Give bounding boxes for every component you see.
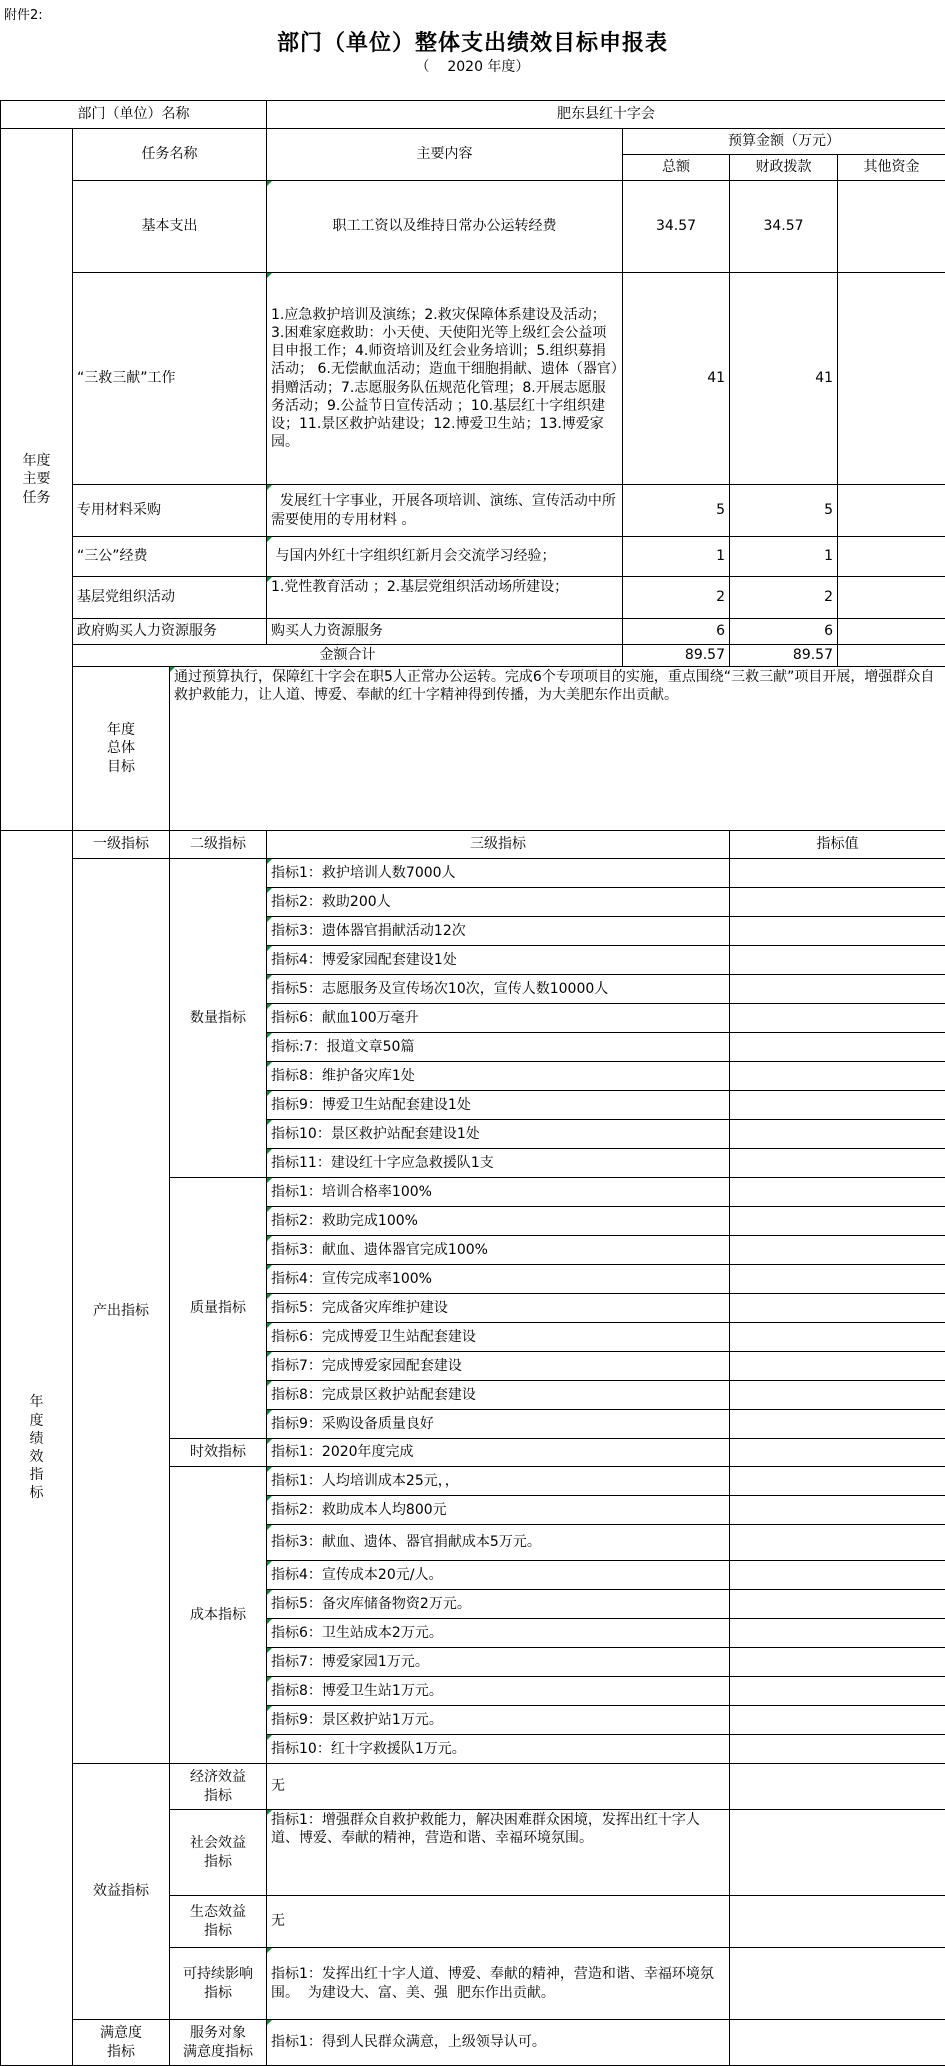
sum-total: 89.57 bbox=[623, 645, 730, 667]
quantity-indicator: 指标6：献血100万毫升 bbox=[267, 1004, 730, 1033]
sum-row bbox=[1, 645, 945, 667]
economic-indicator-label: 经济效益 指标 bbox=[170, 1764, 267, 1810]
performance-form-table bbox=[0, 100, 945, 2066]
task-row bbox=[1, 619, 945, 645]
indicator-value bbox=[730, 888, 945, 917]
task-total: 1 bbox=[623, 537, 730, 577]
task-row bbox=[1, 577, 945, 619]
task-name: 基本支出 bbox=[73, 181, 267, 273]
output-indicator-label: 产出指标 bbox=[73, 859, 170, 1764]
quantity-indicator: 指标8：维护备灾库1处 bbox=[267, 1062, 730, 1091]
col-level2: 二级指标 bbox=[170, 831, 267, 859]
sustainable-indicator-label: 可持续影响 指标 bbox=[170, 1948, 267, 2020]
indicator-value bbox=[730, 2020, 945, 2066]
quality-indicator: 指标7：完成博爱家园配套建设 bbox=[267, 1352, 730, 1381]
task-other bbox=[838, 577, 945, 619]
ecological-indicator: 无 bbox=[267, 1896, 730, 1948]
task-other bbox=[838, 537, 945, 577]
task-row bbox=[1, 485, 945, 537]
timeliness-indicator-label: 时效指标 bbox=[170, 1439, 267, 1467]
indicator-value bbox=[730, 1120, 945, 1149]
tasks-section-label: 年度 主要 任务 bbox=[1, 129, 73, 831]
task-other bbox=[838, 485, 945, 537]
cost-indicator: 指标5：备灾库储备物资2万元。 bbox=[267, 1590, 730, 1619]
task-content: 发展红十字事业，开展各项培训、演练、宣传活动中所需要使用的专用材料 。 bbox=[267, 485, 623, 537]
quality-indicator: 指标1：培训合格率100% bbox=[267, 1178, 730, 1207]
benefit-indicator-label: 效益指标 bbox=[73, 1764, 170, 2020]
cost-indicator: 指标10：红十字救援队1万元。 bbox=[267, 1735, 730, 1764]
social-indicator: 指标1：增强群众自救护救能力，解决困难群众困境，发挥出红十字人道、博爱、奉献的精神，营造和谐、幸福环境氛围。 bbox=[267, 1810, 730, 1896]
indicator-value bbox=[730, 1410, 945, 1439]
indicator-value bbox=[730, 946, 945, 975]
indicator-value bbox=[730, 1896, 945, 1948]
quantity-indicator: 指标1：救护培训人数7000人 bbox=[267, 859, 730, 888]
task-total: 6 bbox=[623, 619, 730, 645]
col-total: 总额 bbox=[623, 155, 730, 181]
satisfaction-indicator-label: 满意度 指标 bbox=[73, 2020, 170, 2066]
col-fiscal: 财政拨款 bbox=[730, 155, 838, 181]
indicator-value bbox=[730, 1525, 945, 1561]
task-content: 职工工资以及维持日常办公运转经费 bbox=[267, 181, 623, 273]
task-fiscal: 41 bbox=[730, 273, 838, 485]
col-main-content: 主要内容 bbox=[267, 129, 623, 181]
task-fiscal: 6 bbox=[730, 619, 838, 645]
indicator-value bbox=[730, 1062, 945, 1091]
quantity-indicator: 指标5：志愿服务及宣传场次10次，宣传人数10000人 bbox=[267, 975, 730, 1004]
col-indicator-value: 指标值 bbox=[730, 831, 945, 859]
task-total: 5 bbox=[623, 485, 730, 537]
task-fiscal: 2 bbox=[730, 577, 838, 619]
quality-indicator: 指标4：宣传完成率100% bbox=[267, 1265, 730, 1294]
sum-label: 金额合计 bbox=[73, 645, 623, 667]
cost-indicator: 指标7：博爱家园1万元。 bbox=[267, 1648, 730, 1677]
indicator-value bbox=[730, 1735, 945, 1764]
indicator-value bbox=[730, 1648, 945, 1677]
unit-name-value: 肥东县红十字会 bbox=[267, 101, 945, 129]
year-label: （ 2020 年度） bbox=[415, 59, 530, 75]
indicator-value bbox=[730, 1677, 945, 1706]
task-name: “三公”经费 bbox=[73, 537, 267, 577]
indicator-value bbox=[730, 1381, 945, 1410]
task-content: 与国内外红十字组织红新月会交流学习经验； bbox=[267, 537, 623, 577]
task-row bbox=[1, 273, 945, 485]
cost-indicator: 指标4：宣传成本20元/人。 bbox=[267, 1561, 730, 1590]
quantity-indicator: 指标3：遗体器官捐献活动12次 bbox=[267, 917, 730, 946]
col-level3: 三级指标 bbox=[267, 831, 730, 859]
task-name: 政府购买人力资源服务 bbox=[73, 619, 267, 645]
indicator-value bbox=[730, 1236, 945, 1265]
quantity-indicator: 指标2：救助200人 bbox=[267, 888, 730, 917]
indicator-value bbox=[730, 1764, 945, 1810]
sustainable-indicator: 指标1：发挥出红十字人道、博爱、奉献的精神，营造和谐、幸福环境氛围。 为建设大、富、美、强 肥东作出贡献。 bbox=[267, 1948, 730, 2020]
indicator-value bbox=[730, 1706, 945, 1735]
quantity-indicator: 指标4：博爱家园配套建设1处 bbox=[267, 946, 730, 975]
goal-text: 通过预算执行，保障红十字会在职5人正常办公运转。完成6个专项项目的实施，重点围绕“三救三献”项目开展，增强群众自救护救能力，让人道、博爱、奉献的红十字精神得到传播，为大美肥东作出贡献。 bbox=[170, 667, 945, 831]
sum-fiscal: 89.57 bbox=[730, 645, 838, 667]
task-fiscal: 1 bbox=[730, 537, 838, 577]
indicator-value bbox=[730, 1149, 945, 1178]
indicator-value bbox=[730, 1948, 945, 2020]
indicator-value bbox=[730, 1265, 945, 1294]
cost-indicator: 指标2：救助成本人均800元 bbox=[267, 1496, 730, 1525]
col-level1: 一级指标 bbox=[73, 831, 170, 859]
indicator-value bbox=[730, 975, 945, 1004]
indicator-value bbox=[730, 1590, 945, 1619]
cost-indicator: 指标9：景区救护站1万元。 bbox=[267, 1706, 730, 1735]
indicator-value bbox=[730, 917, 945, 946]
cost-indicator: 指标6：卫生站成本2万元。 bbox=[267, 1619, 730, 1648]
indicator-value bbox=[730, 1207, 945, 1236]
indicator-value bbox=[730, 1352, 945, 1381]
economic-indicator: 无 bbox=[267, 1764, 730, 1810]
col-other: 其他资金 bbox=[838, 155, 945, 181]
unit-name-label: 部门（单位）名称 bbox=[1, 101, 267, 129]
task-content: 1.应急救护培训及演练；2.救灾保障体系建设及活动；3.困难家庭救助：小天使、天使阳光等上级红会公益项目申报工作；4.师资培训及红会业务培训；5.组织募捐活动； 6.无偿献血活动；造血干细胞捐献、遗体（器官）捐赠活动；7.志愿服务队伍规范化管理；8.开展志愿服务活动；9.公益节日宣传活动 ；10.基层红十字组织建设；11.景区救护站建设；12.博爱卫生站；13.博爱家园。 bbox=[267, 273, 623, 485]
attachment-label: 附件2: bbox=[4, 8, 43, 23]
task-other bbox=[838, 619, 945, 645]
quality-indicator: 指标6：完成博爱卫生站配套建设 bbox=[267, 1323, 730, 1352]
col-task-name: 任务名称 bbox=[73, 129, 267, 181]
task-name: “三救三献”工作 bbox=[73, 273, 267, 485]
service-satisfaction-label: 服务对象 满意度指标 bbox=[170, 2020, 267, 2066]
quantity-indicator: 指标9：博爱卫生站配套建设1处 bbox=[267, 1091, 730, 1120]
sum-other bbox=[838, 645, 945, 667]
quality-indicator-label: 质量指标 bbox=[170, 1178, 267, 1439]
task-total: 41 bbox=[623, 273, 730, 485]
indicator-value bbox=[730, 1004, 945, 1033]
indicator-value bbox=[730, 1033, 945, 1062]
indicator-value bbox=[730, 1496, 945, 1525]
task-content: 1.党性教育活动 ；2.基层党组织活动场所建设； bbox=[267, 577, 623, 619]
task-name: 专用材料采购 bbox=[73, 485, 267, 537]
task-content: 购买人力资源服务 bbox=[267, 619, 623, 645]
quality-indicator: 指标8：完成景区救护站配套建设 bbox=[267, 1381, 730, 1410]
task-other bbox=[838, 273, 945, 485]
task-other bbox=[838, 181, 945, 273]
indicator-value bbox=[730, 1091, 945, 1120]
cost-indicator: 指标3：献血、遗体、器官捐献成本5万元。 bbox=[267, 1525, 730, 1561]
goal-section-label: 年度 总体 目标 bbox=[73, 667, 170, 831]
indicator-value bbox=[730, 1561, 945, 1590]
cost-indicator-label: 成本指标 bbox=[170, 1467, 267, 1764]
indicator-value bbox=[730, 859, 945, 888]
task-total: 2 bbox=[623, 577, 730, 619]
indicator-value bbox=[730, 1810, 945, 1896]
indicator-value bbox=[730, 1323, 945, 1352]
task-row bbox=[1, 537, 945, 577]
service-satisfaction-indicator: 指标1：得到人民群众满意，上级领导认可。 bbox=[267, 2020, 730, 2066]
task-total: 34.57 bbox=[623, 181, 730, 273]
page-title: 部门（单位）整体支出绩效目标申报表 bbox=[276, 31, 668, 56]
quality-indicator: 指标9：采购设备质量良好 bbox=[267, 1410, 730, 1439]
quality-indicator: 指标2：救助完成100% bbox=[267, 1207, 730, 1236]
col-budget: 预算金额（万元） bbox=[623, 129, 945, 155]
indicator-value bbox=[730, 1467, 945, 1496]
quality-indicator: 指标3：献血、遗体器官完成100% bbox=[267, 1236, 730, 1265]
quantity-indicator: 指标11：建设红十字应急救援队1支 bbox=[267, 1149, 730, 1178]
quality-indicator: 指标5：完成备灾库维护建设 bbox=[267, 1294, 730, 1323]
cost-indicator: 指标8：博爱卫生站1万元。 bbox=[267, 1677, 730, 1706]
indicator-value bbox=[730, 1439, 945, 1467]
quantity-indicator: 指标:7：报道文章50篇 bbox=[267, 1033, 730, 1062]
task-row bbox=[1, 181, 945, 273]
indicator-value bbox=[730, 1178, 945, 1207]
indicator-value bbox=[730, 1294, 945, 1323]
social-indicator-label: 社会效益 指标 bbox=[170, 1810, 267, 1896]
quantity-indicator-label: 数量指标 bbox=[170, 859, 267, 1178]
ecological-indicator-label: 生态效益 指标 bbox=[170, 1896, 267, 1948]
indicator-value bbox=[730, 1619, 945, 1648]
task-fiscal: 5 bbox=[730, 485, 838, 537]
task-name: 基层党组织活动 bbox=[73, 577, 267, 619]
cost-indicator: 指标1：人均培训成本25元，， bbox=[267, 1467, 730, 1496]
task-fiscal: 34.57 bbox=[730, 181, 838, 273]
quantity-indicator: 指标10：景区救护站配套建设1处 bbox=[267, 1120, 730, 1149]
indicators-section-label: 年 度 绩 效 指 标 bbox=[1, 831, 73, 2066]
timeliness-indicator: 指标1：2020年度完成 bbox=[267, 1439, 730, 1467]
